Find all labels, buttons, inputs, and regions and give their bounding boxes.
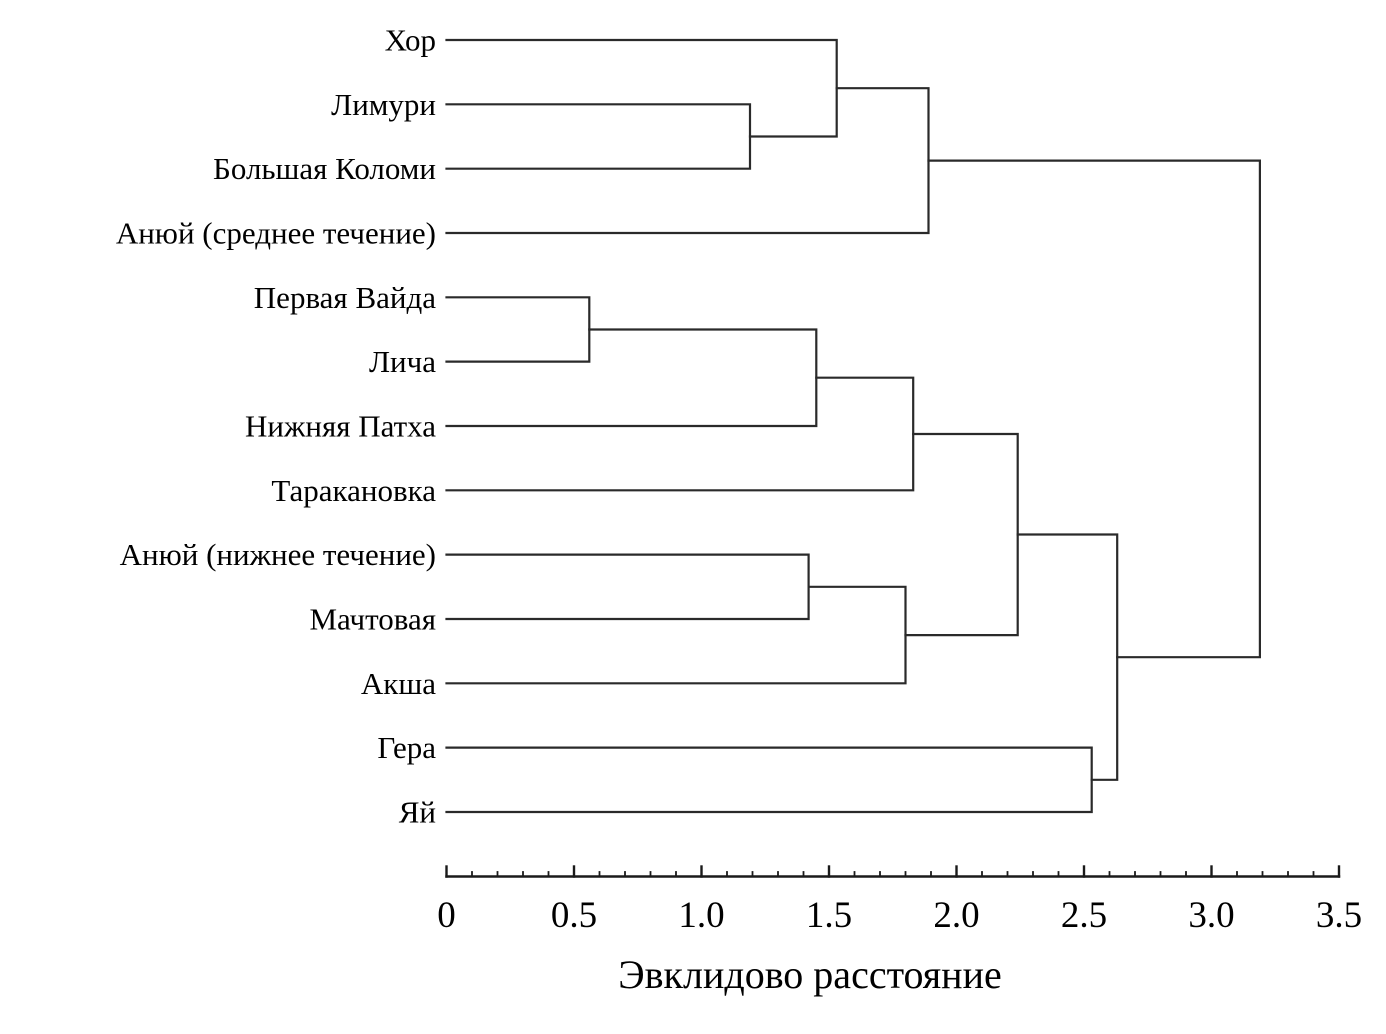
cluster-link bbox=[447, 297, 590, 361]
leaf-label: Лимури bbox=[331, 86, 436, 122]
leaf-label: Акша bbox=[360, 665, 436, 701]
cluster-link bbox=[447, 587, 906, 684]
leaf-label: Нижняя Патха bbox=[245, 408, 436, 444]
x-axis-title: Эвклидово расстояние bbox=[618, 952, 1002, 997]
leaf-label: Первая Вайда bbox=[253, 279, 436, 315]
x-axis-tick-label: 2.0 bbox=[933, 895, 980, 936]
cluster-link bbox=[447, 330, 817, 427]
x-axis-tick-label: 1.0 bbox=[678, 895, 725, 936]
leaf-label: Гера bbox=[377, 730, 436, 766]
cluster-link bbox=[447, 40, 837, 137]
x-axis-tick-label: 3.0 bbox=[1188, 895, 1235, 936]
leaf-label: Мачтовая bbox=[309, 601, 436, 637]
cluster-link bbox=[447, 555, 809, 619]
cluster-link bbox=[447, 748, 1092, 812]
cluster-link bbox=[447, 378, 914, 491]
x-axis-tick-label: 2.5 bbox=[1060, 895, 1108, 936]
cluster-link bbox=[447, 88, 929, 233]
leaf-label: Большая Коломи bbox=[213, 151, 436, 187]
leaf-label: Анюй (среднее течение) bbox=[115, 215, 436, 251]
x-axis-tick-label: 3.5 bbox=[1315, 895, 1363, 936]
x-axis-tick-label: 0 bbox=[437, 895, 456, 936]
cluster-link bbox=[447, 104, 751, 168]
x-axis-tick-label: 1.5 bbox=[805, 895, 853, 936]
cluster-link bbox=[1018, 535, 1117, 780]
leaf-label: Анюй (нижнее течение) bbox=[119, 537, 436, 573]
leaf-label: Яй bbox=[398, 794, 436, 830]
leaf-label: Лича bbox=[369, 344, 436, 380]
leaf-label: Хор bbox=[384, 22, 436, 58]
cluster-link bbox=[906, 434, 1018, 635]
x-axis-tick-label: 0.5 bbox=[550, 895, 598, 936]
leaf-label: Таракановка bbox=[271, 472, 436, 508]
cluster-link bbox=[929, 161, 1260, 658]
